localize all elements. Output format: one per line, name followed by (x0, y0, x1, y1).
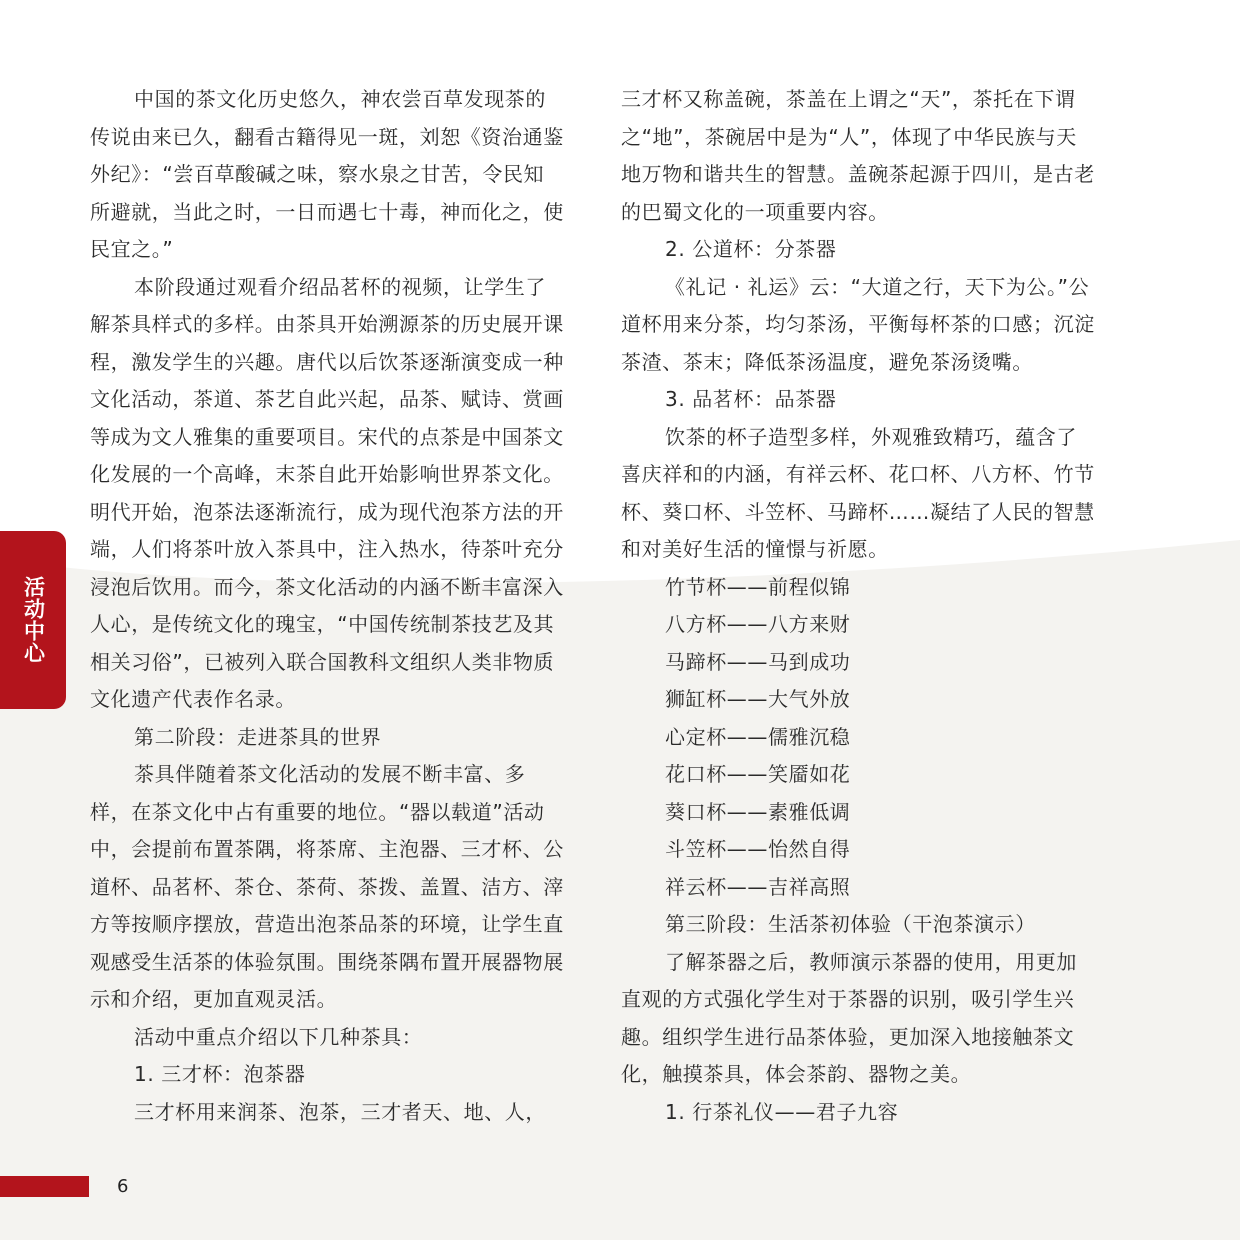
cup-meaning-line: 斗笠杯——怡然自得 (665, 837, 851, 861)
paragraph-gongdao: 《礼记 · 礼运》云：“大道之行，天下为公。”公道杯用来分茶，均匀茶汤，平衡每杯茶的口感；沉淀茶渣、茶末；降低茶汤温度，避免茶汤烫嘴。 (621, 274, 1095, 374)
paragraph-pinming: 饮茶的杯子造型多样，外观雅致精巧，蕴含了喜庆祥和的内涵，有祥云杯、花口杯、八方杯、竹节杯、葵口杯、斗笠杯、马蹄杯……凝结了人民的智慧和对美好生活的憧憬与祈愿。 (621, 424, 1095, 561)
heading-stage-three: 第三阶段：生活茶初体验（干泡茶演示） (665, 912, 1036, 936)
paragraph-stage-three: 了解茶器之后，教师演示茶器的使用，用更加直观的方式强化学生对于茶器的识别，吸引学生兴趣。组织学生进行品茶体验，更加深入地接触茶文化，触摸茶具，体会茶韵、器物之美。 (621, 949, 1077, 1086)
item-gongdao-cup: 2. 公道杯：分茶器 (665, 237, 837, 261)
right-text-column (621, 81, 1095, 1131)
left-text-column (90, 81, 564, 1131)
cup-meaning-line: 八方杯——八方来财 (665, 612, 851, 636)
cup-meaning-line: 心定杯——儒雅沉稳 (665, 724, 851, 749)
paragraph-tea-history: 中国的茶文化历史悠久，神农尝百草发现茶的传说由来已久，翻看古籍得见一斑，刘恕《资治通鉴外纪》：“尝百草酸碱之味，察水泉之甘苦，令民知所避就，当此之时，一日而遇七十毒，神而化之，使民宜之。” (90, 87, 564, 261)
item-sancai-cup: 1. 三才杯：泡茶器 (134, 1062, 306, 1086)
cup-meaning-line: 马蹄杯——马到成功 (665, 649, 851, 674)
paragraph-sancai-continued: 三才杯又称盖碗，茶盖在上谓之“天”，茶托在下谓之“地”，茶碗居中是为“人”，体现了中华民族与天地万物和谐共生的智慧。盖碗茶起源于四川，是古老的巴蜀文化的一项重要内容。 (621, 87, 1095, 224)
cup-meaning-line: 竹节杯——前程似锦 (665, 574, 851, 599)
heading-stage-two: 第二阶段：走进茶具的世界 (134, 724, 382, 749)
cup-meaning-line: 葵口杯——素雅低调 (665, 799, 851, 824)
paragraph-sancai-start: 三才杯用来润茶、泡茶，三才者天、地、人， (134, 1099, 546, 1124)
cup-meaning-line: 花口杯——笑靥如花 (665, 762, 851, 786)
side-tab-label: 活动中心 (21, 576, 46, 664)
footer-accent-bar (0, 1176, 89, 1197)
paragraph-stage-one: 本阶段通过观看介绍品茗杯的视频，让学生了解茶具样式的多样。由茶具开始溯源茶的历史展开课程，激发学生的兴趣。唐代以后饮茶逐渐演变成一种文化活动，茶道、茶艺自此兴起，品茶、赋诗、赏画等成为文人雅集的重要项目。宋代的点茶是中国茶文化发展的一个高峰，末茶自此开始影响世界茶文化。明代开始，泡茶法逐渐流行，成为现代泡茶方法的开端，人们将茶叶放入茶具中，注入热水，待茶叶充分浸泡后饮用。而今，茶文化活动的内涵不断丰富深入人心，是传统文化的瑰宝，“中国传统制茶技艺及其相关习俗”，已被列入联合国教科文组织人类非物质文化遗产代表作名录。 (90, 274, 564, 711)
cup-meaning-line: 狮缸杯——大气外放 (665, 687, 851, 711)
section-side-tab (0, 531, 66, 709)
item-tea-etiquette: 1. 行茶礼仪——君子九容 (665, 1099, 899, 1124)
item-pinming-cup: 3. 品茗杯：品茶器 (665, 387, 837, 411)
page-number: 6 (117, 1176, 129, 1197)
paragraph-tea-ware-intro: 茶具伴随着茶文化活动的发展不断丰富、多样，在茶文化中占有重要的地位。“器以载道”活动中，会提前布置茶隅，将茶席、主泡器、三才杯、公道杯、品茗杯、茶仓、茶荷、茶拨、盖置、洁方、滓方等按顺序摆放，营造出泡茶品茶的环境，让学生直观感受生活茶的体验氛围。围绕茶隅布置开展器物展示和介绍，更加直观灵活。 (90, 762, 564, 1011)
cup-meaning-line: 祥云杯——吉祥高照 (665, 874, 851, 899)
paragraph-key-ware: 活动中重点介绍以下几种茶具： (134, 1024, 423, 1049)
